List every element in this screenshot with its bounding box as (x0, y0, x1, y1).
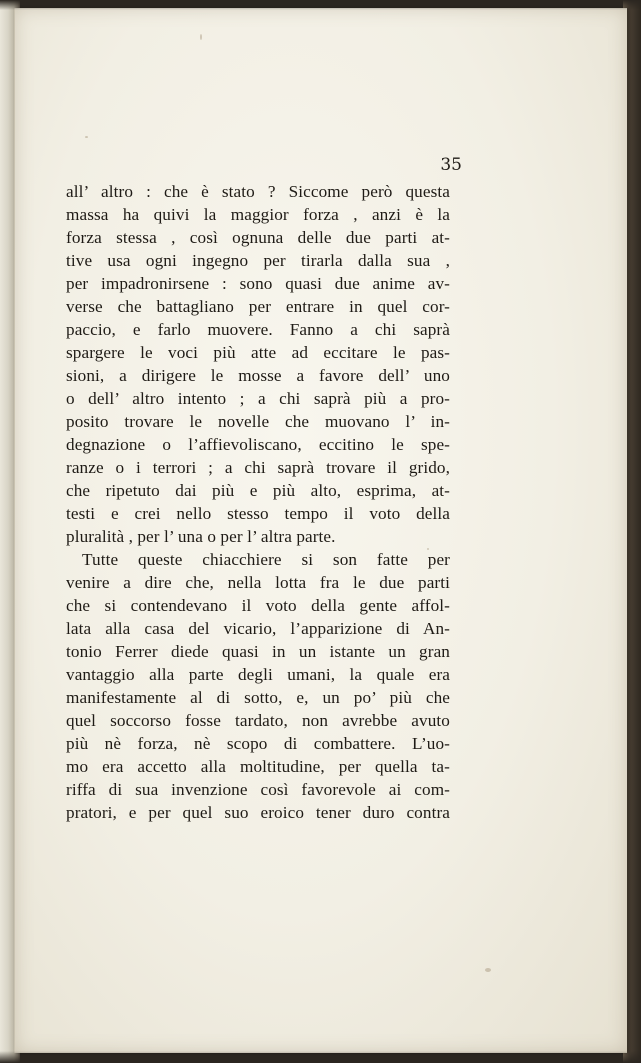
text-line: che si contendevano il voto della gente affol- (66, 596, 450, 615)
text-line: pratori, e per quel suo eroico tener duro contra (66, 803, 450, 822)
text-line: quel soccorso fosse tardato, non avrebbe avuto (66, 711, 450, 730)
scan-bottom-shadow (0, 1051, 641, 1063)
text-line: massa ha quivi la maggior forza , anzi è la (66, 205, 450, 224)
text-line: manifestamente al di sotto, e, un po’ più che (66, 688, 450, 707)
text-line: tonio Ferrer diede quasi in un istante un gran (66, 642, 450, 661)
text-line: o dell’ altro intento ; a chi saprà più a pro- (66, 389, 450, 408)
paper-fleck (200, 34, 202, 40)
paper-fleck (85, 136, 88, 138)
paper-fleck (485, 968, 491, 972)
text-line: vantaggio alla parte degli umani, la quale era (66, 665, 450, 684)
text-line: posito trovare le novelle che muovano l’ in- (66, 412, 450, 431)
text-line: tive usa ogni ingegno per tirarla dalla sua , (66, 251, 450, 270)
text-line: lata alla casa del vicario, l’apparizione di An- (66, 619, 450, 638)
text-line: sioni, a dirigere le mosse a favore dell’ uno (66, 366, 450, 385)
text-line: per impadronirsene : sono quasi due anime av- (66, 274, 450, 293)
text-line: mo era accetto alla moltitudine, per quella ta- (66, 757, 450, 776)
text-line: degnazione o l’affievoliscano, eccitino le spe- (66, 435, 450, 454)
text-line: ranze o i terrori ; a chi saprà trovare il grido, (66, 458, 450, 477)
text-line: riffa di sua invenzione così favorevole ai com- (66, 780, 450, 799)
text-line: Tutte queste chiacchiere si son fatte per (82, 550, 450, 569)
text-line: all’ altro : che è stato ? Siccome però questa (66, 182, 450, 201)
text-line: più nè forza, nè scopo di combattere. L’uo- (66, 734, 450, 753)
scan-top-shadow (0, 0, 641, 10)
text-line: spargere le voci più atte ad eccitare le pas- (66, 343, 450, 362)
text-line: testi e crei nello stesso tempo il voto della (66, 504, 450, 523)
text-line: venire a dire che, nella lotta fra le due parti (66, 573, 450, 592)
text-line: pluralità , per l’ una o per l’ altra parte. (66, 527, 336, 546)
page-number: 35 (440, 155, 462, 175)
text-line: paccio, e farlo muovere. Fanno a chi saprà (66, 320, 450, 339)
text-line: forza stessa , così ognuna delle due parti at- (66, 228, 450, 247)
text-line: che ripetuto dai più e più alto, esprima, at- (66, 481, 450, 500)
body-text (66, 180, 450, 824)
text-line: verse che battagliano per entrare in quel cor- (66, 297, 450, 316)
